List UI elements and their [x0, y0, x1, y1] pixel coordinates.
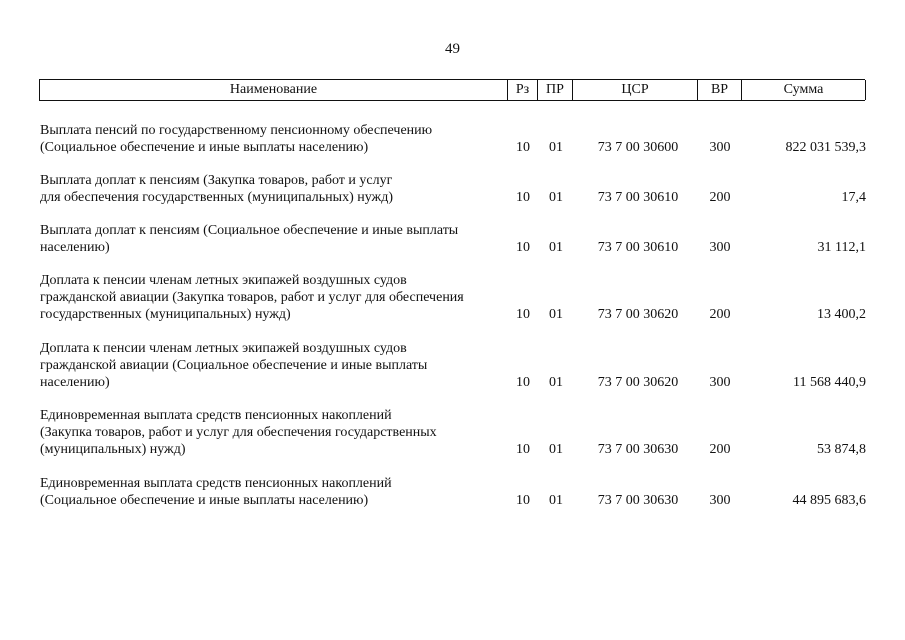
row-pr: 01	[549, 140, 563, 155]
row-sum: 44 895 683,6	[792, 493, 866, 508]
row-csr: 73 7 00 30610	[597, 190, 679, 205]
row-name: Доплата к пенсии членам летных экипажей воздушных судов гражданской авиации (Социальное обеспечение и иные выплаты населению)	[40, 341, 428, 390]
row-csr: 73 7 00 30630	[597, 442, 679, 457]
row-csr: 73 7 00 30630	[597, 493, 679, 508]
row-vr: 300	[709, 140, 731, 155]
row-rz: 10	[516, 375, 530, 390]
row-rz: 10	[516, 442, 530, 457]
row-rz: 10	[516, 240, 530, 255]
header-csr: ЦСР	[573, 80, 698, 100]
header-name: Наименование	[40, 80, 508, 100]
row-name: Выплата доплат к пенсиям (Социальное обеспечение и иные выплаты населению)	[40, 223, 459, 255]
row-rz: 10	[516, 190, 530, 205]
row-sum: 11 568 440,9	[793, 375, 866, 390]
row-pr: 01	[549, 493, 563, 508]
row-csr: 73 7 00 30620	[597, 307, 679, 322]
row-name: Единовременная выплата средств пенсионных накоплений (Закупка товаров, работ и услуг для обеспечения государственных (муниципальных) нужд)	[40, 408, 437, 457]
header-vr: ВР	[698, 80, 742, 100]
header-pr: ПР	[538, 80, 573, 100]
row-csr: 73 7 00 30600	[597, 140, 679, 155]
row-name: Доплата к пенсии членам летных экипажей воздушных судов гражданской авиации (Закупка товаров, работ и услуг для обеспечения государственных (муниципальных) нужд)	[40, 273, 464, 322]
row-pr: 01	[549, 190, 563, 205]
row-csr: 73 7 00 30610	[597, 240, 679, 255]
row-rz: 10	[516, 493, 530, 508]
header-rz: Рз	[508, 80, 538, 100]
row-sum: 13 400,2	[817, 307, 866, 322]
row-pr: 01	[549, 375, 563, 390]
row-name: Единовременная выплата средств пенсионных накоплений (Социальное обеспечение и иные выплаты населению)	[40, 476, 392, 508]
row-pr: 01	[549, 240, 563, 255]
header-sum: Сумма	[742, 80, 866, 100]
row-sum: 53 874,8	[817, 442, 866, 457]
row-pr: 01	[549, 442, 563, 457]
page-number: 49	[445, 41, 460, 57]
row-sum: 822 031 539,3	[785, 140, 866, 155]
row-sum: 31 112,1	[817, 240, 866, 255]
row-pr: 01	[549, 307, 563, 322]
row-sum: 17,4	[841, 190, 866, 205]
row-name: Выплата доплат к пенсиям (Закупка товаров, работ и услуг для обеспечения государственных (муниципальных) нужд)	[40, 173, 394, 205]
row-csr: 73 7 00 30620	[597, 375, 679, 390]
row-vr: 300	[709, 493, 731, 508]
row-vr: 200	[709, 442, 731, 457]
row-rz: 10	[516, 140, 530, 155]
row-vr: 300	[709, 240, 731, 255]
row-vr: 300	[709, 375, 731, 390]
row-name: Выплата пенсий по государственному пенсионному обеспечению (Социальное обеспечение и иные выплаты населению)	[40, 123, 433, 155]
row-vr: 200	[709, 190, 731, 205]
row-vr: 200	[709, 307, 731, 322]
row-rz: 10	[516, 307, 530, 322]
